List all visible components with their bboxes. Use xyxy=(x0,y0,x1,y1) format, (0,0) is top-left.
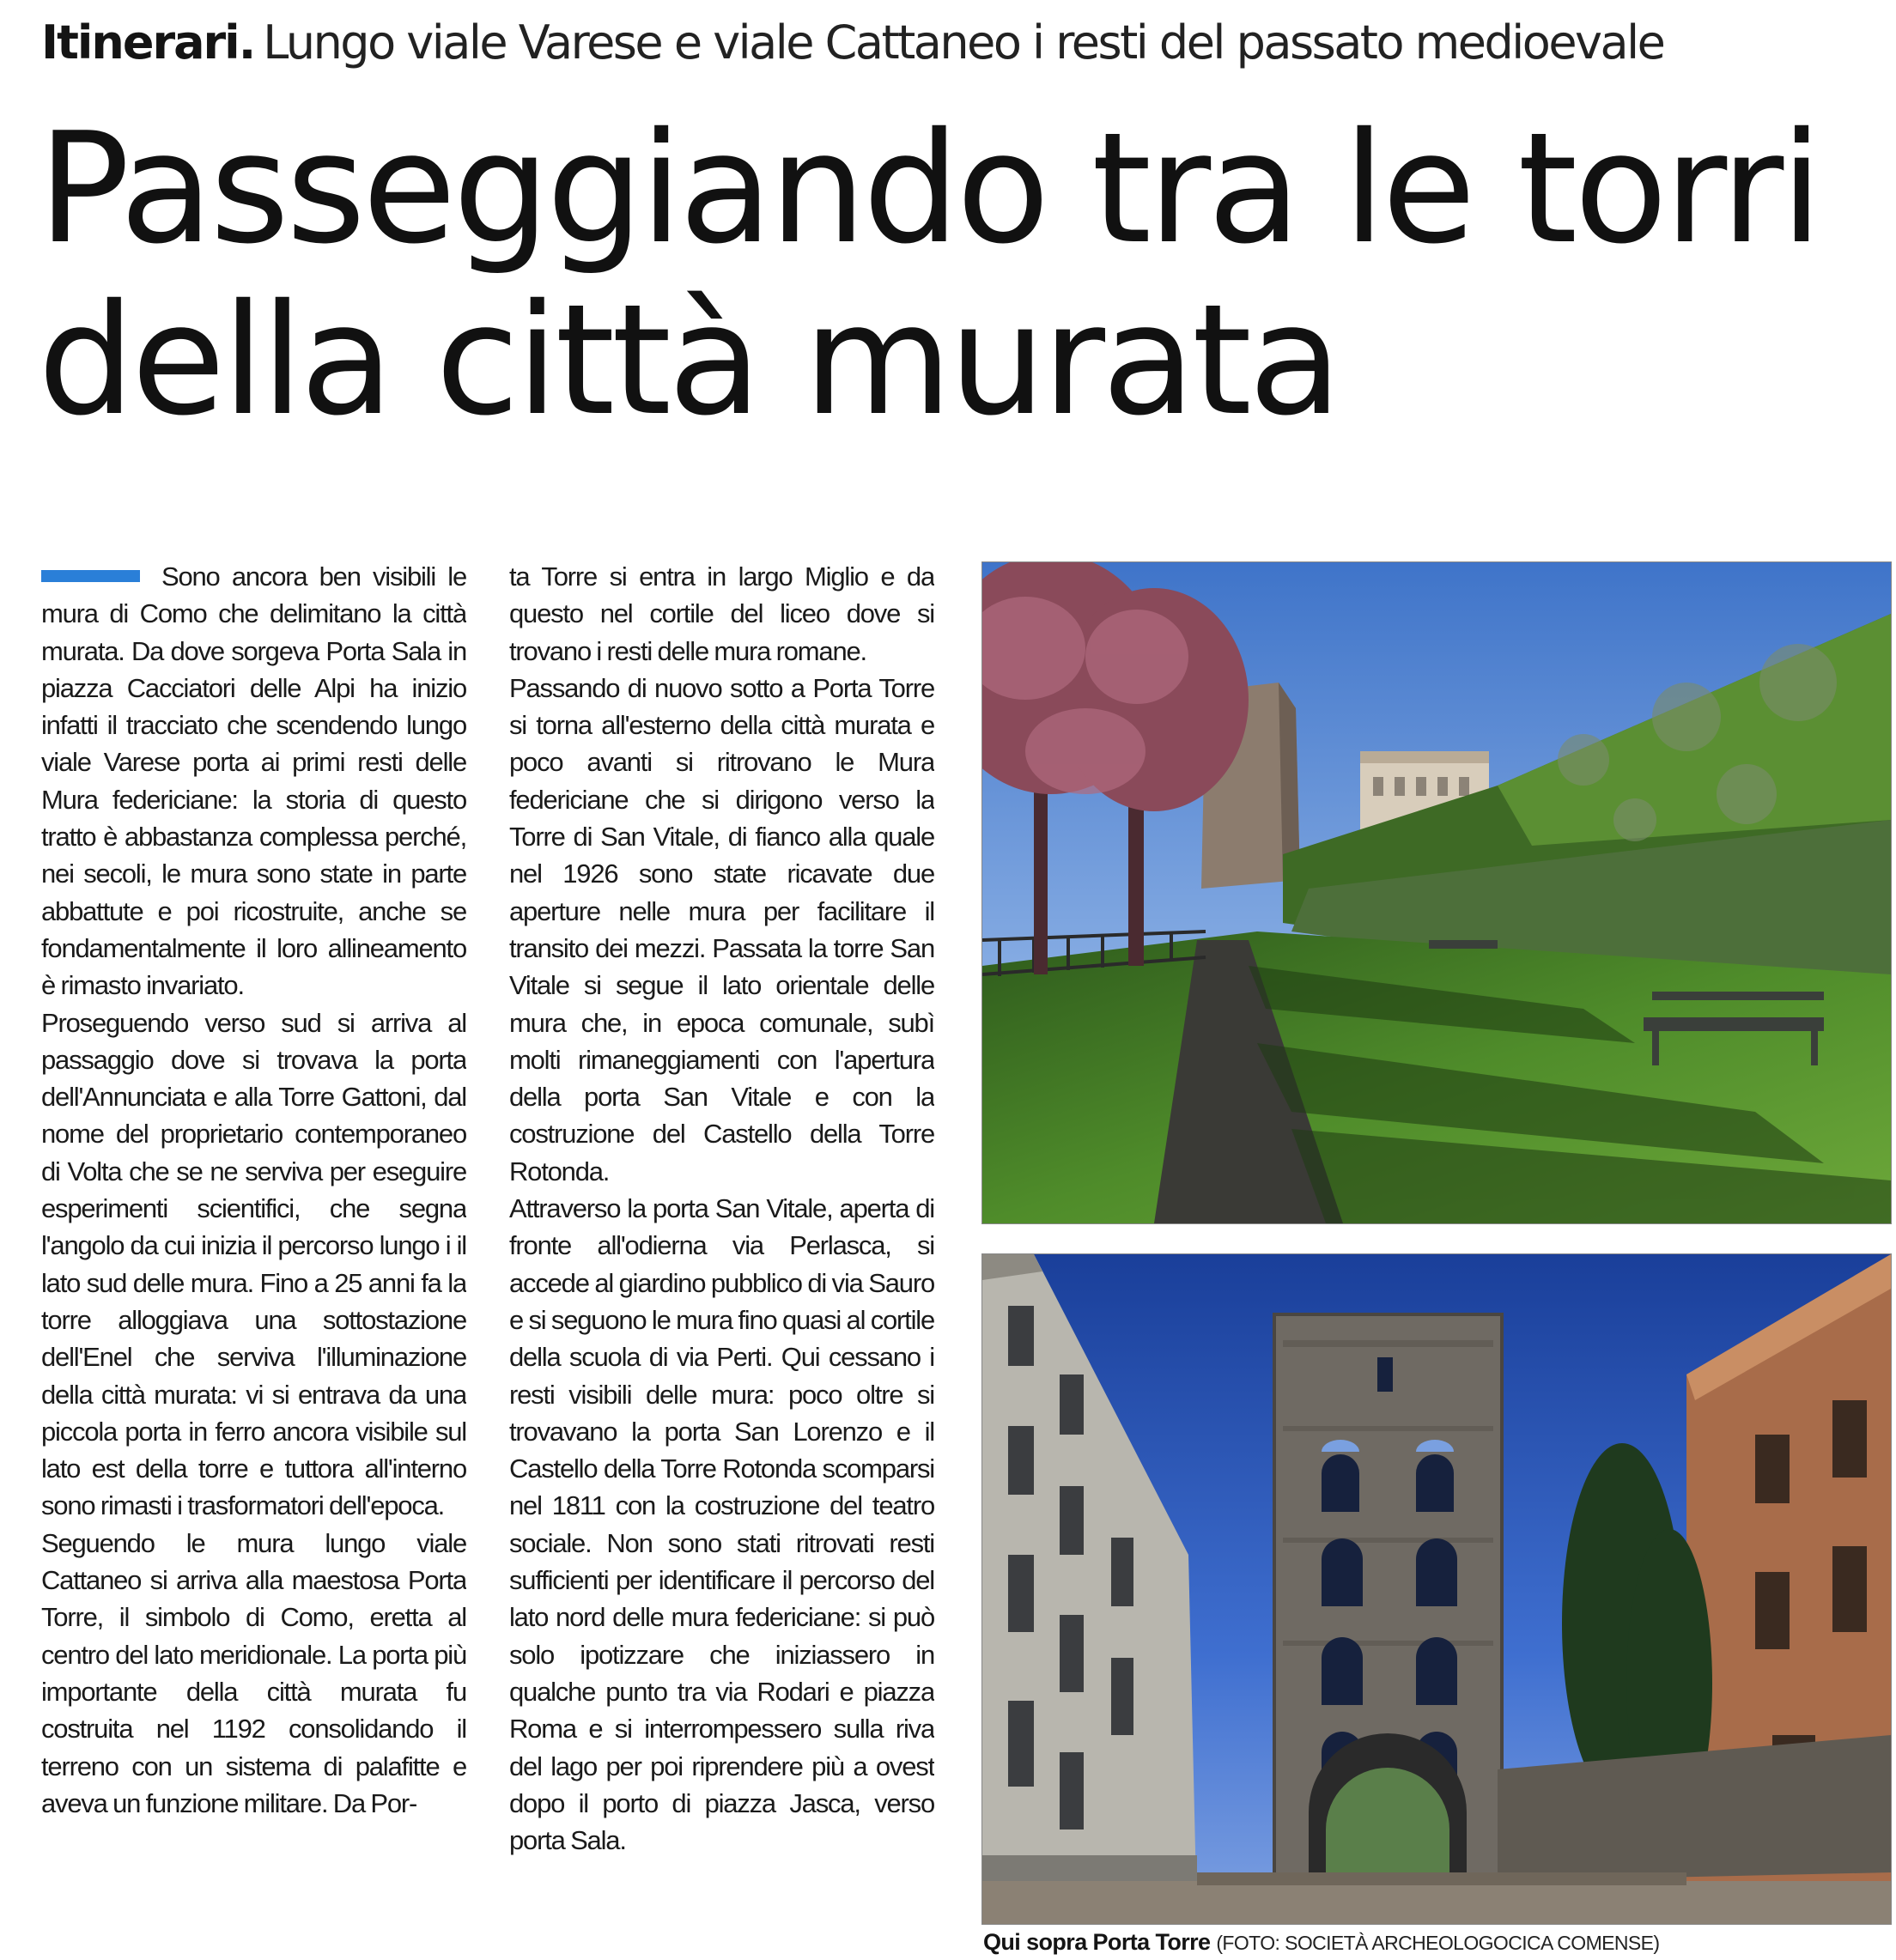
kicker-text: Lungo viale Varese e viale Cattaneo i resti del passato medioevale xyxy=(263,15,1664,70)
caption-credit: (FOTO: SOCIETÀ ARCHEOLOGOCICA COMENSE) xyxy=(1216,1932,1660,1954)
article-paragraph: Proseguendo verso sud si arriva al passaggio dove si trovava la porta dell'Annunciata e alla Torre Gattoni, dal nome del proprietario contemporaneo di Volta che se ne serviva per eseguire esperimenti scientifici, che segna l'angolo da cui inizia il percorso lungo i il lato sud delle mura. Fino a 25 anni fa la torre alloggiava una sottostazione dell'Enel che serviva l'illuminazione della città murata: vi si entrava da una piccola porta in ferro ancora visibile sul lato est della torre e tuttora all'interno sono rimasti i trasformatori dell'epoca. xyxy=(41,1007,466,1521)
porta-torre-photo xyxy=(981,1253,1892,1925)
article-paragraph: Sono ancora ben visibili le mura di Como che delimitano la città murata. Da dove sorgeva Porta Sala in piazza Cacciatori delle Alpi ha inizio infatti il tracciato che scendendo lungo viale Varese porta ai primi resti delle Mura federiciane: la storia di questo tratto è abbastanza complessa perché, nei secoli, le mura sono state in parte abbattute e poi ricostruite, anche se fondamentalmente il loro allineamento è rimasto invariato. xyxy=(41,561,466,1001)
headline xyxy=(38,100,1875,449)
caption-lead: Qui sopra Porta Torre xyxy=(983,1929,1211,1955)
article-column-2 xyxy=(509,558,934,1957)
section-tag: Itinerari. xyxy=(41,15,255,70)
headline-line-2: della città murata xyxy=(38,271,1339,449)
article-column-1 xyxy=(41,558,466,1957)
accent-bar xyxy=(41,570,140,582)
article-paragraph: Attraverso la porta San Vitale, aperta di fronte all'odierna via Perlasca, si accede al giardino pubblico di via Sauro e si seguono le mura fino quasi al cortile della scuola di via Perti. Qui cessano i resti visibili delle mura: poco oltre si trovavano la porta San Lorenzo e il Castello della Torre Rotonda scomparsi nel 1811 con la costruzione del teatro sociale. Non sono stati ritrovati resti sufficienti per identificare il percorso del lato nord delle mura federiciane: si può solo ipotizzare che iniziassero in qualche punto tra via Rodari e piazza Roma e si interrompessero sulla riva del lago per poi riprendere più a ovest dopo il porto di piazza Jasca, verso porta Sala. xyxy=(509,1193,934,1856)
article-paragraph: ta Torre si entra in largo Miglio e da questo nel cortile del liceo dove si trovano i resti delle mura romane. xyxy=(509,561,934,666)
kicker-line xyxy=(41,12,1879,74)
headline-line-1: Passeggiando tra le torri xyxy=(38,100,1820,277)
walls-garden-photo xyxy=(981,561,1892,1224)
article-paragraph: Passando di nuovo sotto a Porta Torre si torna all'esterno della città murata e poco avanti si ritrovano le Mura federiciane che si dirigono verso la Torre di San Vitale, di fianco alla quale nel 1926 sono state ricavate due aperture nelle mura per facilitare il transito dei mezzi. Passata la torre San Vitale si segue il lato orientale delle mura che, in epoca comunale, subì molti rimaneggiamenti con l'apertura della porta San Vitale e con la costruzione del Castello della Torre Rotonda. xyxy=(509,672,934,1186)
article-paragraph: Seguendo le mura lungo viale Cattaneo si arriva alla maestosa Porta Torre, il simbolo di Como, eretta al centro del lato meridionale. La porta più importante della città murata fu costruita nel 1192 consolidando il terreno con un sistema di palafitte e aveva un funzione militare. Da Por- xyxy=(41,1527,466,1818)
photo-caption xyxy=(983,1927,1893,1957)
